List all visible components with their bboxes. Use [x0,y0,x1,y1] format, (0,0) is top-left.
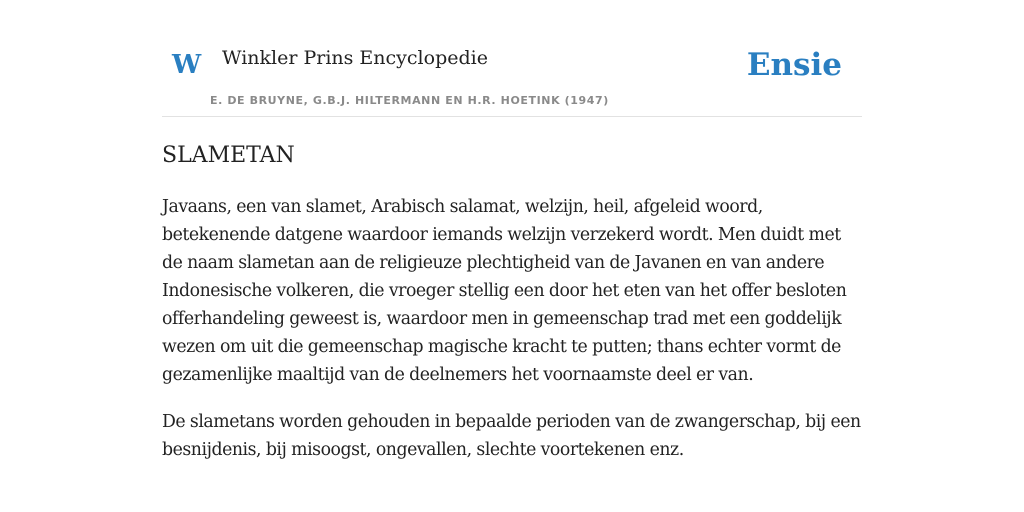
source-authors: E. DE BRUYNE, G.B.J. HILTERMANN EN H.R. HOETINK (1947) [210,94,609,107]
article-paragraph: De slametans worden gehouden in bepaalde perioden van de zwangerschap, bij een besnijdenis, bij misoogst, ongevallen, slechte voortekenen enz. [162,412,861,460]
ensie-brand-logo[interactable]: Ensie [746,47,842,83]
article-title: SLAMETAN [162,143,295,168]
source-header [162,0,862,117]
article-paragraph: Javaans, een van slamet, Arabisch salamat, welzijn, heil, afgeleid woord, betekenende datgene waardoor iemands welzijn verzekerd wordt. Men duidt met de naam slametan aan de religieuze plechtigheid van de Javanen en van andere Indonesische volkeren, die vroeger stellig een door het eten van het offer besloten offerhandeling geweest is, waardoor men in gemeenschap trad met een goddelijk wezen om uit die gemeenschap magische kracht te putten; thans echter vormt de gezamenlijke maaltijd van de deelnemers het voornaamste deel er van. [162,197,847,385]
encyclopedia-logo[interactable]: W [172,50,202,80]
article-page [162,0,862,464]
source-title[interactable]: Winkler Prins Encyclopedie [222,47,488,69]
